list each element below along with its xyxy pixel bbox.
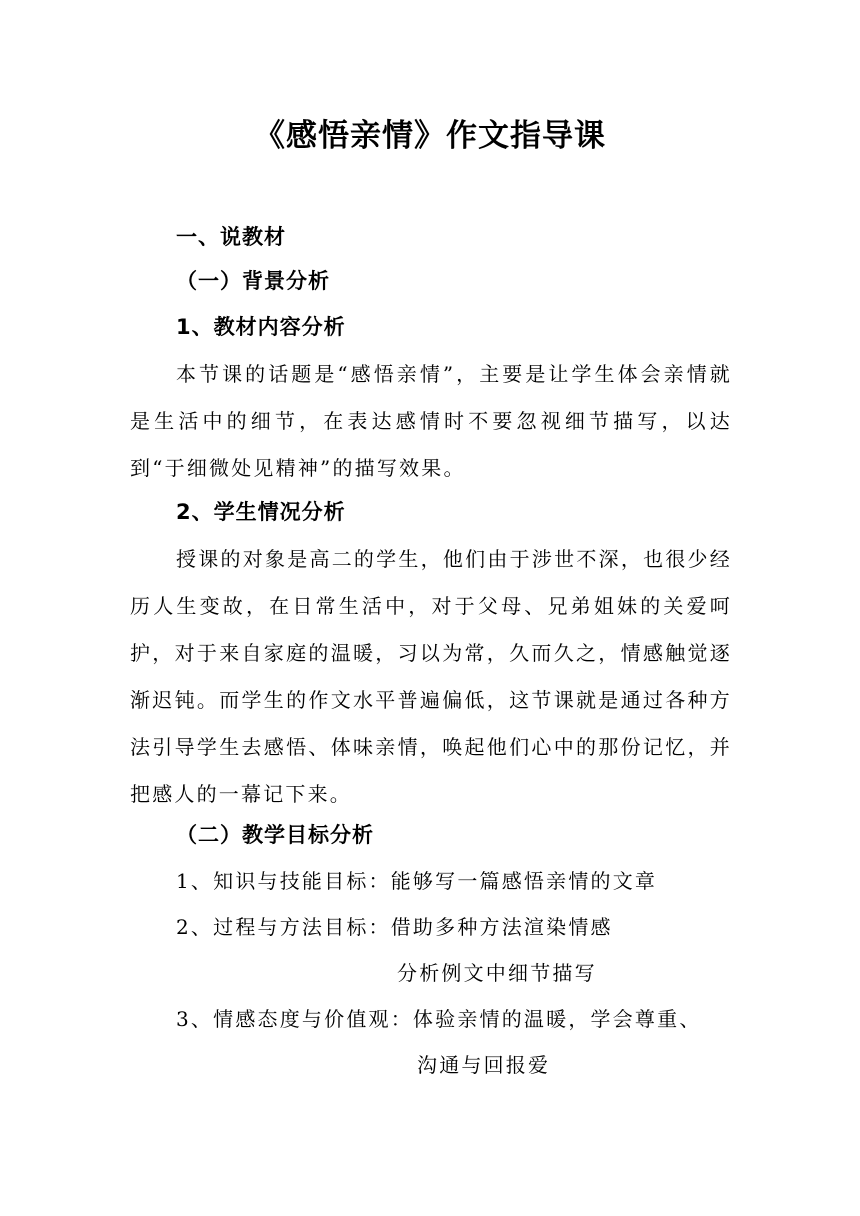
subsection-heading-background: （一）背景分析 <box>176 269 330 293</box>
paragraph-content-analysis: 本节课的话题是“感悟亲情”，主要是让学生体会亲情就是生活中的细节，在表达感情时不要忽视细节描写，以达到“于细微处见精神”的描写效果。 <box>130 362 732 480</box>
paragraph-student-analysis: 授课的对象是高二的学生，他们由于涉世不深，也很少经历人生变故，在日常生活中，对于父母、兄弟姐妹的关爱呵护，对于来自家庭的温暖，习以为常，久而久之，情感触觉逐渐迟钝。而学生的作文水平普遍偏低，这节课就是通过各种方法引导学生去感悟、体味亲情，唤起他们心中的那份记忆，并把感人的一幕记下来。 <box>130 547 732 806</box>
subsection-heading-goals: （二）教学目标分析 <box>176 823 374 847</box>
goal-process-methods-line2: 分析例文中细节描写 <box>397 961 597 985</box>
item-heading-student-analysis: 2、学生情况分析 <box>176 500 346 524</box>
document-title: 《感悟亲情》作文指导课 <box>254 118 606 154</box>
section-heading-textbook: 一、说教材 <box>176 225 286 249</box>
item-heading-content-analysis: 1、教材内容分析 <box>176 315 346 339</box>
goal-knowledge-skills: 1、知识与技能目标：能够写一篇感悟亲情的文章 <box>176 869 658 893</box>
goal-values-line1: 3、情感态度与价值观：体验亲情的温暖，学会尊重、 <box>176 1007 702 1031</box>
goal-process-methods-line1: 2、过程与方法目标：借助多种方法渲染情感 <box>176 915 613 939</box>
goal-values-line2: 沟通与回报爱 <box>417 1053 551 1077</box>
